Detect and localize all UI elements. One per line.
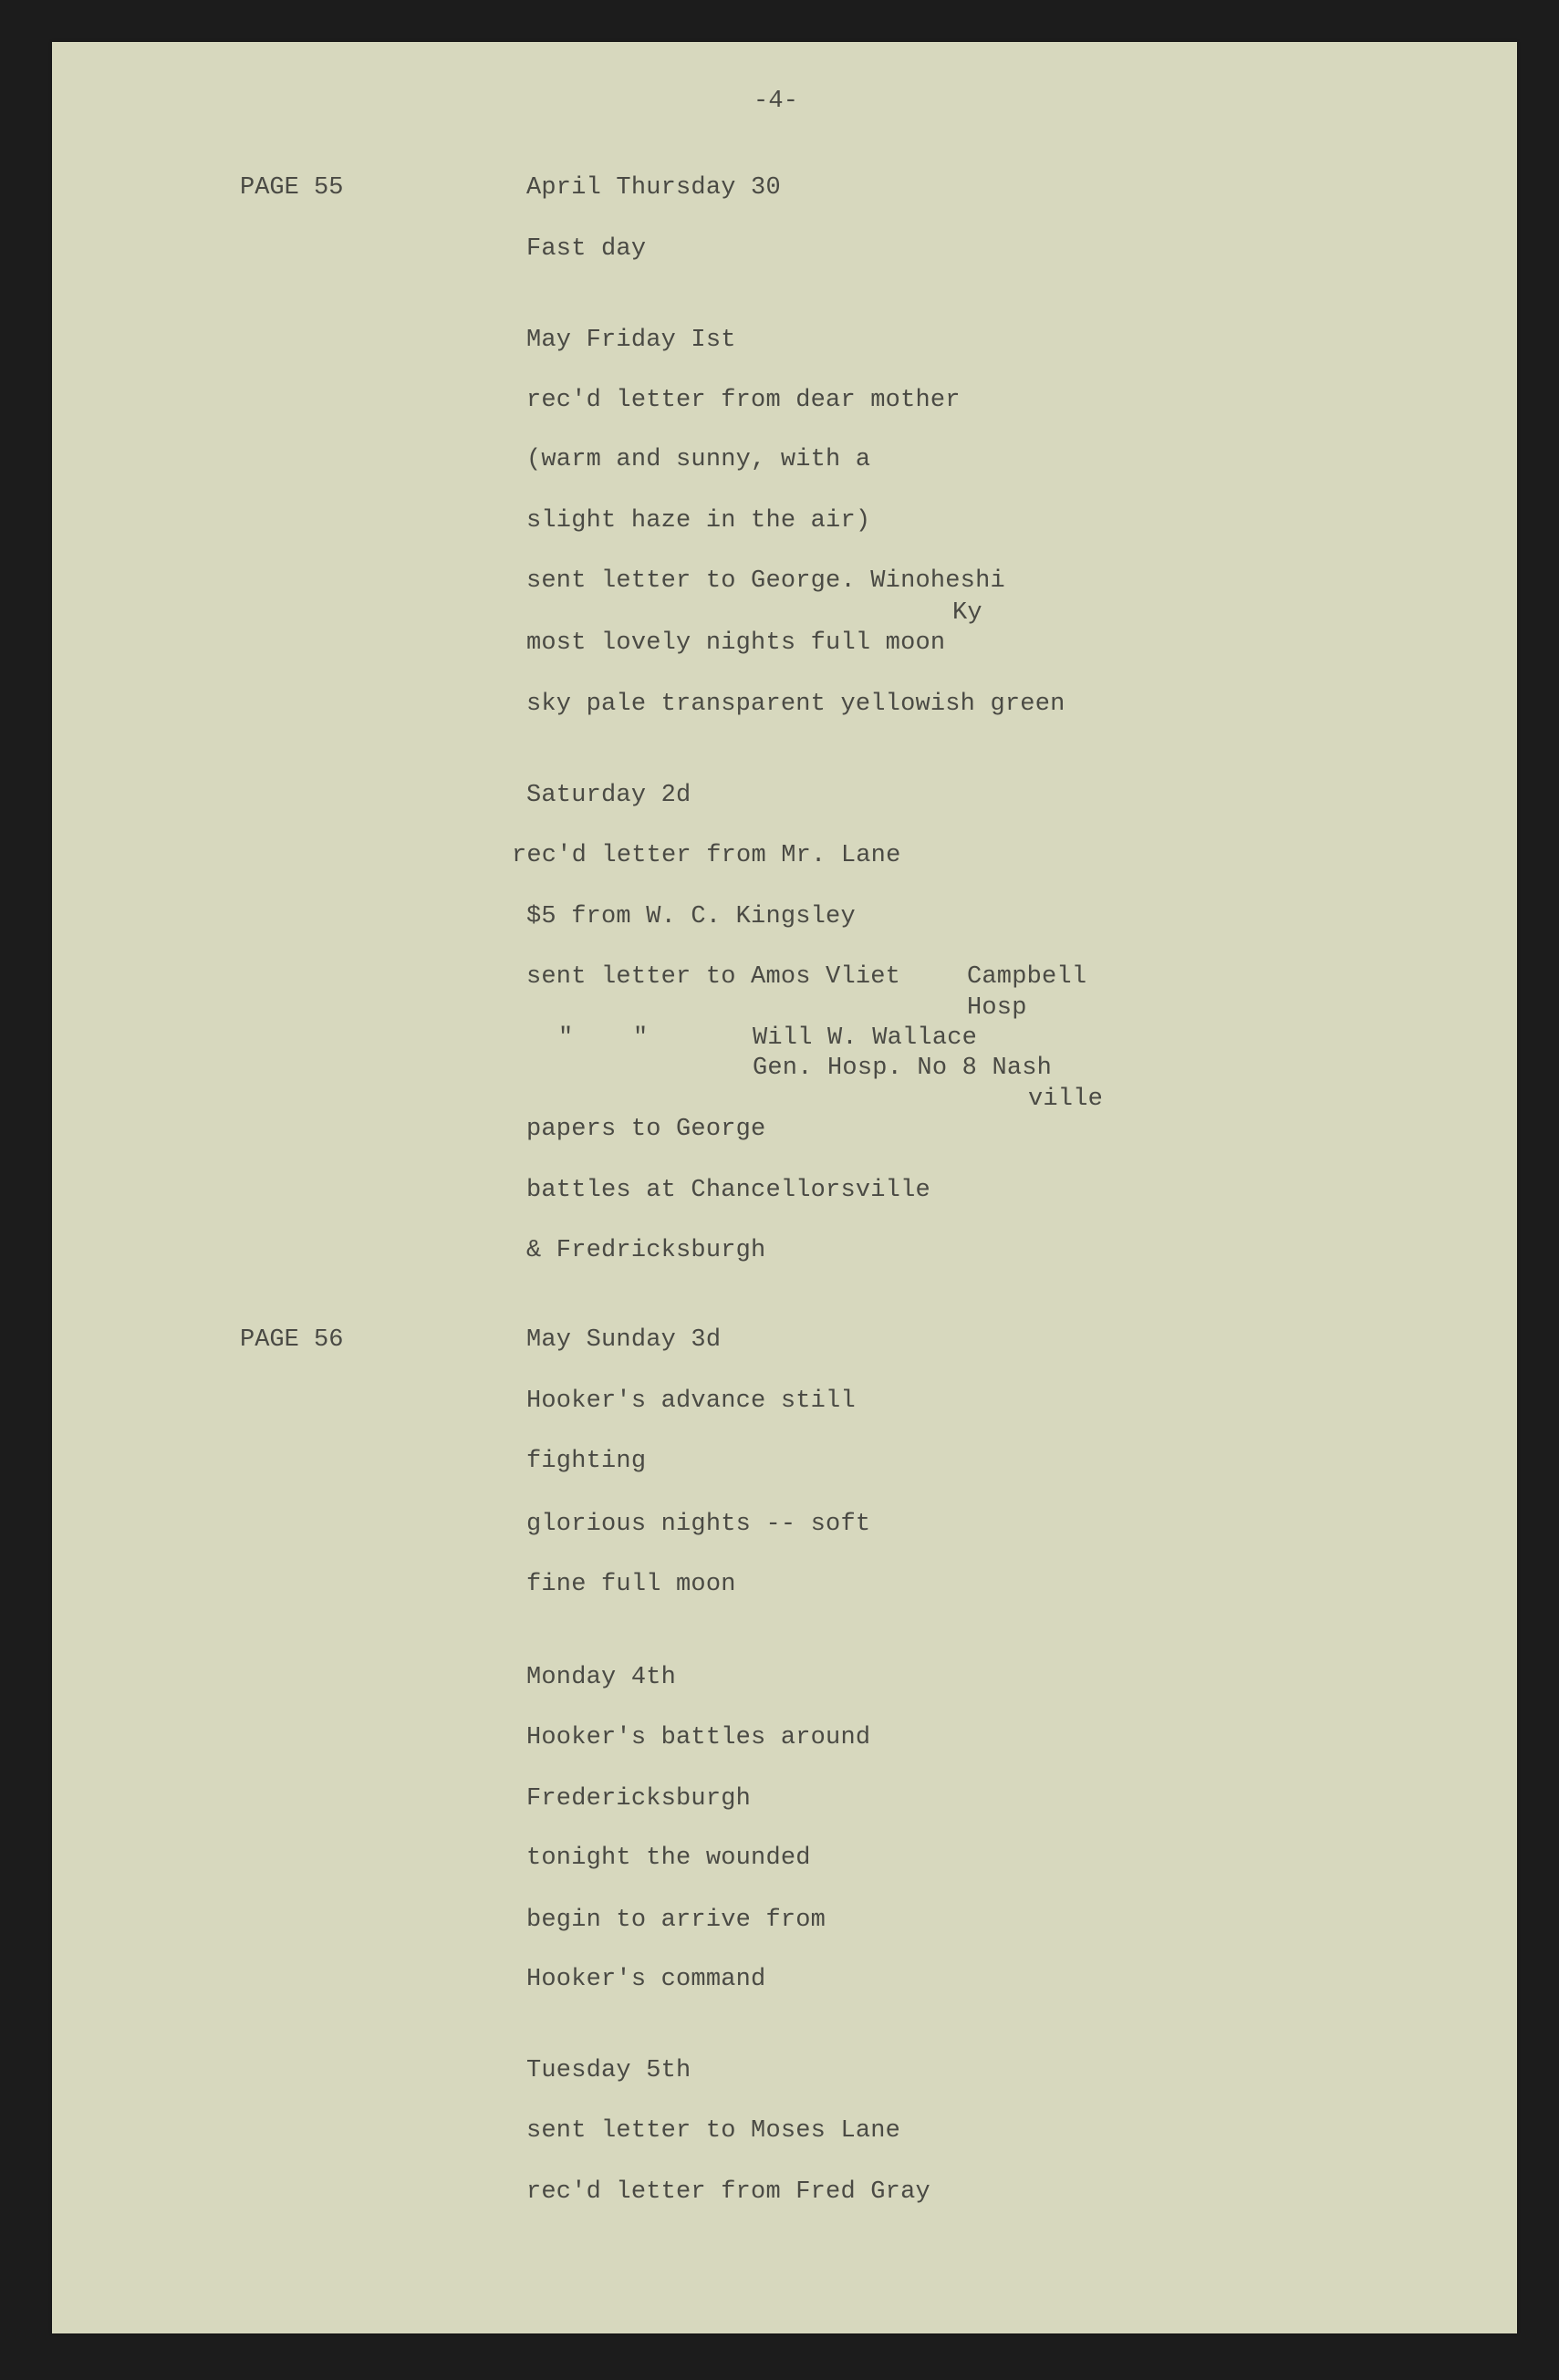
- entry-line: tonight the wounded: [526, 1845, 811, 1872]
- entry-line: Gen. Hosp. No 8 Nash: [753, 1055, 1053, 1082]
- entry-line: May Sunday 3d: [526, 1326, 722, 1354]
- entry-line: sky pale transparent yellowish green: [526, 691, 1065, 718]
- entry-line: rec'd letter from dear mother: [526, 387, 961, 414]
- entry-line: Campbell: [967, 963, 1087, 991]
- entry-line: sent letter to George. Winoheshi: [526, 567, 1005, 595]
- entry-line: Hooker's battles around: [526, 1724, 871, 1751]
- entry-line: Fast day: [526, 235, 647, 263]
- entry-line: rec'd letter from Fred Gray: [526, 2178, 930, 2206]
- page-label-56: PAGE 56: [240, 1326, 344, 1354]
- entry-line: most lovely nights full moon: [526, 629, 946, 657]
- entry-line: Fredericksburgh: [526, 1785, 752, 1813]
- entry-line: Tuesday 5th: [526, 2057, 691, 2084]
- entry-line: April Thursday 30: [526, 174, 781, 202]
- entry-line: battles at Chancellorsville: [526, 1177, 930, 1204]
- entry-line: fighting: [526, 1448, 647, 1475]
- entry-line: Hooker's command: [526, 1966, 766, 1993]
- entry-line: May Friday Ist: [526, 327, 736, 354]
- entry-line: Hosp: [967, 994, 1027, 1022]
- entry-line: Will W. Wallace: [753, 1024, 978, 1052]
- entry-line: fine full moon: [526, 1571, 736, 1598]
- entry-line: Monday 4th: [526, 1664, 677, 1691]
- entry-line: papers to George: [526, 1116, 766, 1143]
- entry-line: Saturday 2d: [526, 782, 691, 809]
- entry-line: $5 from W. C. Kingsley: [526, 903, 856, 930]
- entry-line: (warm and sunny, with a: [526, 446, 871, 473]
- entry-line: Ky: [952, 599, 982, 627]
- page-number: -4-: [754, 88, 799, 115]
- entry-line: begin to arrive from: [526, 1907, 826, 1934]
- entry-line: slight haze in the air): [526, 507, 871, 535]
- entry-line: & Fredricksburgh: [526, 1237, 766, 1264]
- entry-line: ville: [1028, 1086, 1104, 1113]
- entry-line: sent letter to Moses Lane: [526, 2117, 901, 2145]
- page-label-55: PAGE 55: [240, 174, 344, 202]
- entry-line: sent letter to Amos Vliet: [526, 963, 901, 991]
- entry-line: rec'd letter from Mr. Lane: [512, 842, 901, 869]
- entry-line: glorious nights -- soft: [526, 1511, 871, 1538]
- ditto-marks: " ": [558, 1024, 649, 1052]
- entry-line: Hooker's advance still: [526, 1387, 856, 1415]
